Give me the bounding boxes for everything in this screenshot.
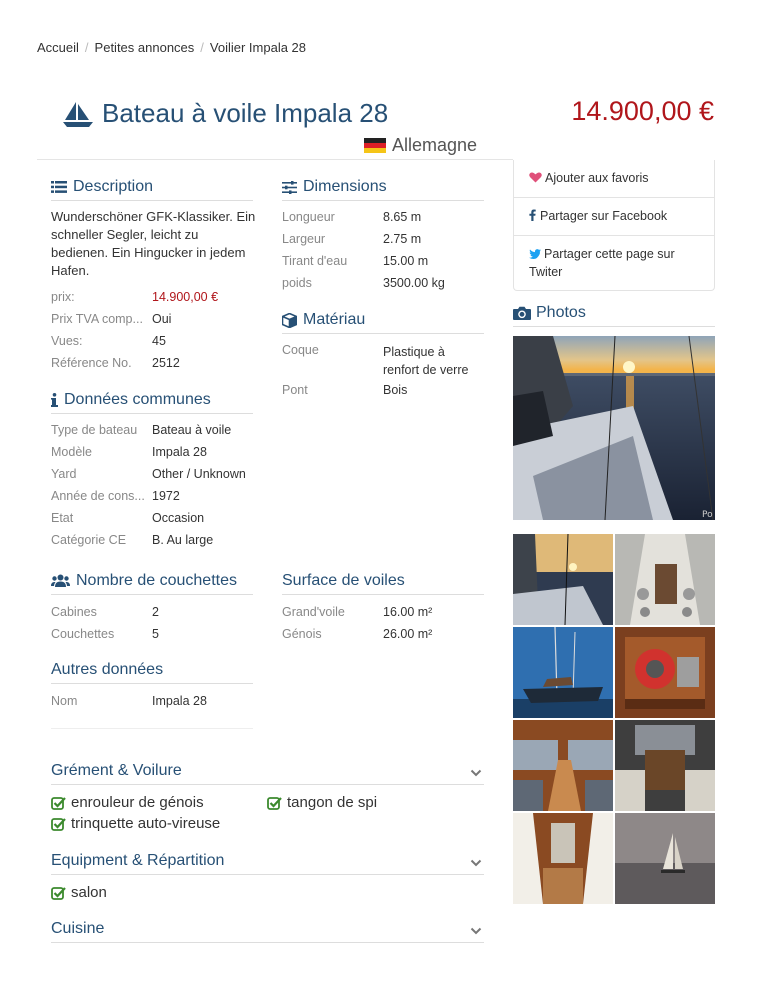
detail-row	[51, 533, 246, 555]
list-icon	[51, 180, 67, 194]
material-details	[282, 343, 483, 405]
detail-value: B. Au large	[152, 533, 214, 547]
detail-key: Nom	[51, 694, 78, 708]
feature-item: enrouleur de génois	[51, 794, 204, 811]
feature-item: salon	[51, 884, 107, 901]
detail-value: 16.00 m²	[383, 605, 433, 619]
facebook-icon	[529, 209, 536, 226]
detail-row	[282, 254, 445, 276]
detail-value: Plastique à renfort de verre	[383, 345, 469, 377]
breadcrumb-separator: /	[84, 40, 89, 55]
description-text: Wunderschöner GFK-Klassiker. Ein schneller Segler, leicht zu bedienen. Ein Hingucker in jedem Hafen.	[51, 209, 256, 278]
detail-key: Cabines	[51, 605, 97, 619]
price: 14.900,00 €	[571, 96, 714, 126]
add-favorite-button[interactable]: Ajouter aux favoris	[514, 160, 714, 197]
chevron-down-icon	[470, 922, 482, 940]
cube-icon	[282, 313, 297, 328]
camera-icon	[513, 306, 531, 320]
detail-key: Génois	[282, 627, 322, 641]
detail-value: Bateau à voile	[152, 423, 232, 437]
accordion-kitchen[interactable]: Cuisine	[51, 920, 484, 943]
detail-key: Type de bateau	[51, 423, 138, 437]
sliders-icon	[282, 181, 297, 194]
detail-row	[51, 605, 159, 627]
detail-row	[51, 489, 246, 511]
breadcrumb-home[interactable]: Accueil	[37, 40, 79, 55]
breadcrumb-separator: /	[200, 40, 204, 55]
detail-key: Modèle	[51, 445, 92, 459]
thumbnail[interactable]	[513, 720, 613, 811]
detail-row	[51, 290, 218, 312]
dimensions-details	[282, 210, 445, 298]
detail-key: Vues:	[51, 334, 83, 348]
detail-value: Impala 28	[152, 694, 207, 708]
detail-row	[282, 605, 432, 627]
detail-row	[51, 334, 218, 356]
detail-value: 5	[152, 627, 159, 641]
divider	[51, 728, 253, 729]
detail-value: 2.75 m	[383, 232, 422, 246]
detail-row	[282, 210, 445, 232]
material-heading: Matériau	[282, 311, 484, 334]
accordion-rigging[interactable]: Grément & Voilure	[51, 762, 484, 785]
other-data-heading: Autres données	[51, 661, 253, 684]
detail-row	[51, 423, 246, 445]
chevron-down-icon	[470, 764, 482, 782]
users-icon	[51, 574, 70, 588]
detail-value: 14.900,00 €	[152, 290, 219, 304]
detail-key: poids	[282, 276, 312, 290]
share-twitter-button[interactable]: Partager cette page sur Twiter	[514, 235, 714, 290]
detail-key: Coque	[282, 343, 319, 357]
thumbnail[interactable]	[513, 534, 613, 625]
feature-item: trinquette auto-vireuse	[51, 815, 220, 832]
germany-flag-icon	[364, 138, 386, 153]
description-heading: Description	[51, 178, 253, 201]
detail-key: Année de cons...	[51, 489, 145, 503]
heart-icon	[529, 171, 542, 188]
detail-key: Grand'voile	[282, 605, 345, 619]
detail-value: Occasion	[152, 511, 205, 525]
country-name: Allemagne	[392, 135, 478, 155]
check-square-icon	[51, 796, 66, 810]
dimensions-heading: Dimensions	[282, 178, 484, 201]
sail-area-details	[282, 605, 432, 649]
sidebar-actions	[513, 160, 715, 291]
detail-row	[51, 445, 246, 467]
common-data-heading: Données communes	[51, 391, 253, 414]
detail-row	[51, 694, 207, 716]
detail-key: Prix TVA comp...	[51, 312, 143, 326]
berths-heading: Nombre de couchettes	[51, 572, 253, 595]
sailboat-icon	[62, 100, 94, 128]
detail-row	[51, 356, 218, 378]
feature-item: tangon de spi	[267, 794, 377, 811]
page-title: Bateau à voile Impala 28	[102, 98, 389, 128]
accordion-equipment[interactable]: Equipment & Répartition	[51, 852, 484, 875]
chevron-down-icon	[470, 854, 482, 872]
check-square-icon	[267, 796, 282, 810]
country	[364, 135, 477, 156]
sail-area-heading: Surface de voiles	[282, 572, 484, 595]
detail-value: 8.65 m	[383, 210, 422, 224]
detail-key: Largeur	[282, 232, 326, 246]
detail-row	[282, 276, 445, 298]
detail-value: 26.00 m²	[383, 627, 433, 641]
detail-row	[282, 343, 483, 383]
detail-key: prix:	[51, 290, 75, 304]
description-details	[51, 290, 218, 378]
thumbnail[interactable]	[615, 534, 715, 625]
detail-key: Catégorie CE	[51, 533, 127, 547]
breadcrumb	[37, 40, 306, 55]
thumbnail[interactable]	[615, 720, 715, 811]
breadcrumb-listings[interactable]: Petites annonces	[94, 40, 195, 55]
detail-row	[51, 511, 246, 533]
detail-key: Yard	[51, 467, 77, 481]
check-square-icon	[51, 886, 66, 900]
detail-value: Other / Unknown	[152, 467, 246, 481]
thumbnail[interactable]	[513, 627, 613, 718]
divider	[37, 159, 513, 160]
thumbnail[interactable]	[615, 627, 715, 718]
detail-row	[282, 627, 432, 649]
detail-value: Bois	[383, 383, 408, 397]
detail-key: Longueur	[282, 210, 335, 224]
detail-value: Impala 28	[152, 445, 207, 459]
detail-value: Oui	[152, 312, 172, 326]
detail-value: 1972	[152, 489, 180, 503]
check-square-icon	[51, 817, 66, 831]
detail-key: Pont	[282, 383, 308, 397]
breadcrumb-current: Voilier Impala 28	[209, 40, 307, 55]
detail-value: 15.00 m	[383, 254, 429, 268]
detail-row	[51, 467, 246, 489]
detail-row	[282, 232, 445, 254]
detail-value: 3500.00 kg	[383, 276, 445, 290]
title-row	[62, 98, 388, 129]
detail-key: Couchettes	[51, 627, 115, 641]
thumbnail[interactable]	[513, 813, 613, 904]
berths-details	[51, 605, 159, 649]
other-data-details	[51, 694, 207, 716]
common-data-details	[51, 423, 246, 555]
photos-heading: Photos	[513, 304, 715, 327]
detail-key: Référence No.	[51, 356, 132, 370]
thumbnail[interactable]	[615, 813, 715, 904]
detail-value: 2512	[152, 356, 180, 370]
main-photo[interactable]	[513, 336, 715, 520]
detail-value: 45	[152, 334, 166, 348]
photo-watermark: Po	[702, 510, 713, 520]
detail-row	[51, 627, 159, 649]
detail-value: 2	[152, 605, 159, 619]
share-facebook-button[interactable]: Partager sur Facebook	[514, 197, 714, 235]
detail-row	[282, 383, 483, 405]
detail-row	[51, 312, 218, 334]
twitter-icon	[529, 247, 541, 264]
detail-key: Tirant d'eau	[282, 254, 348, 268]
detail-key: Etat	[51, 511, 74, 525]
info-icon	[51, 393, 58, 407]
